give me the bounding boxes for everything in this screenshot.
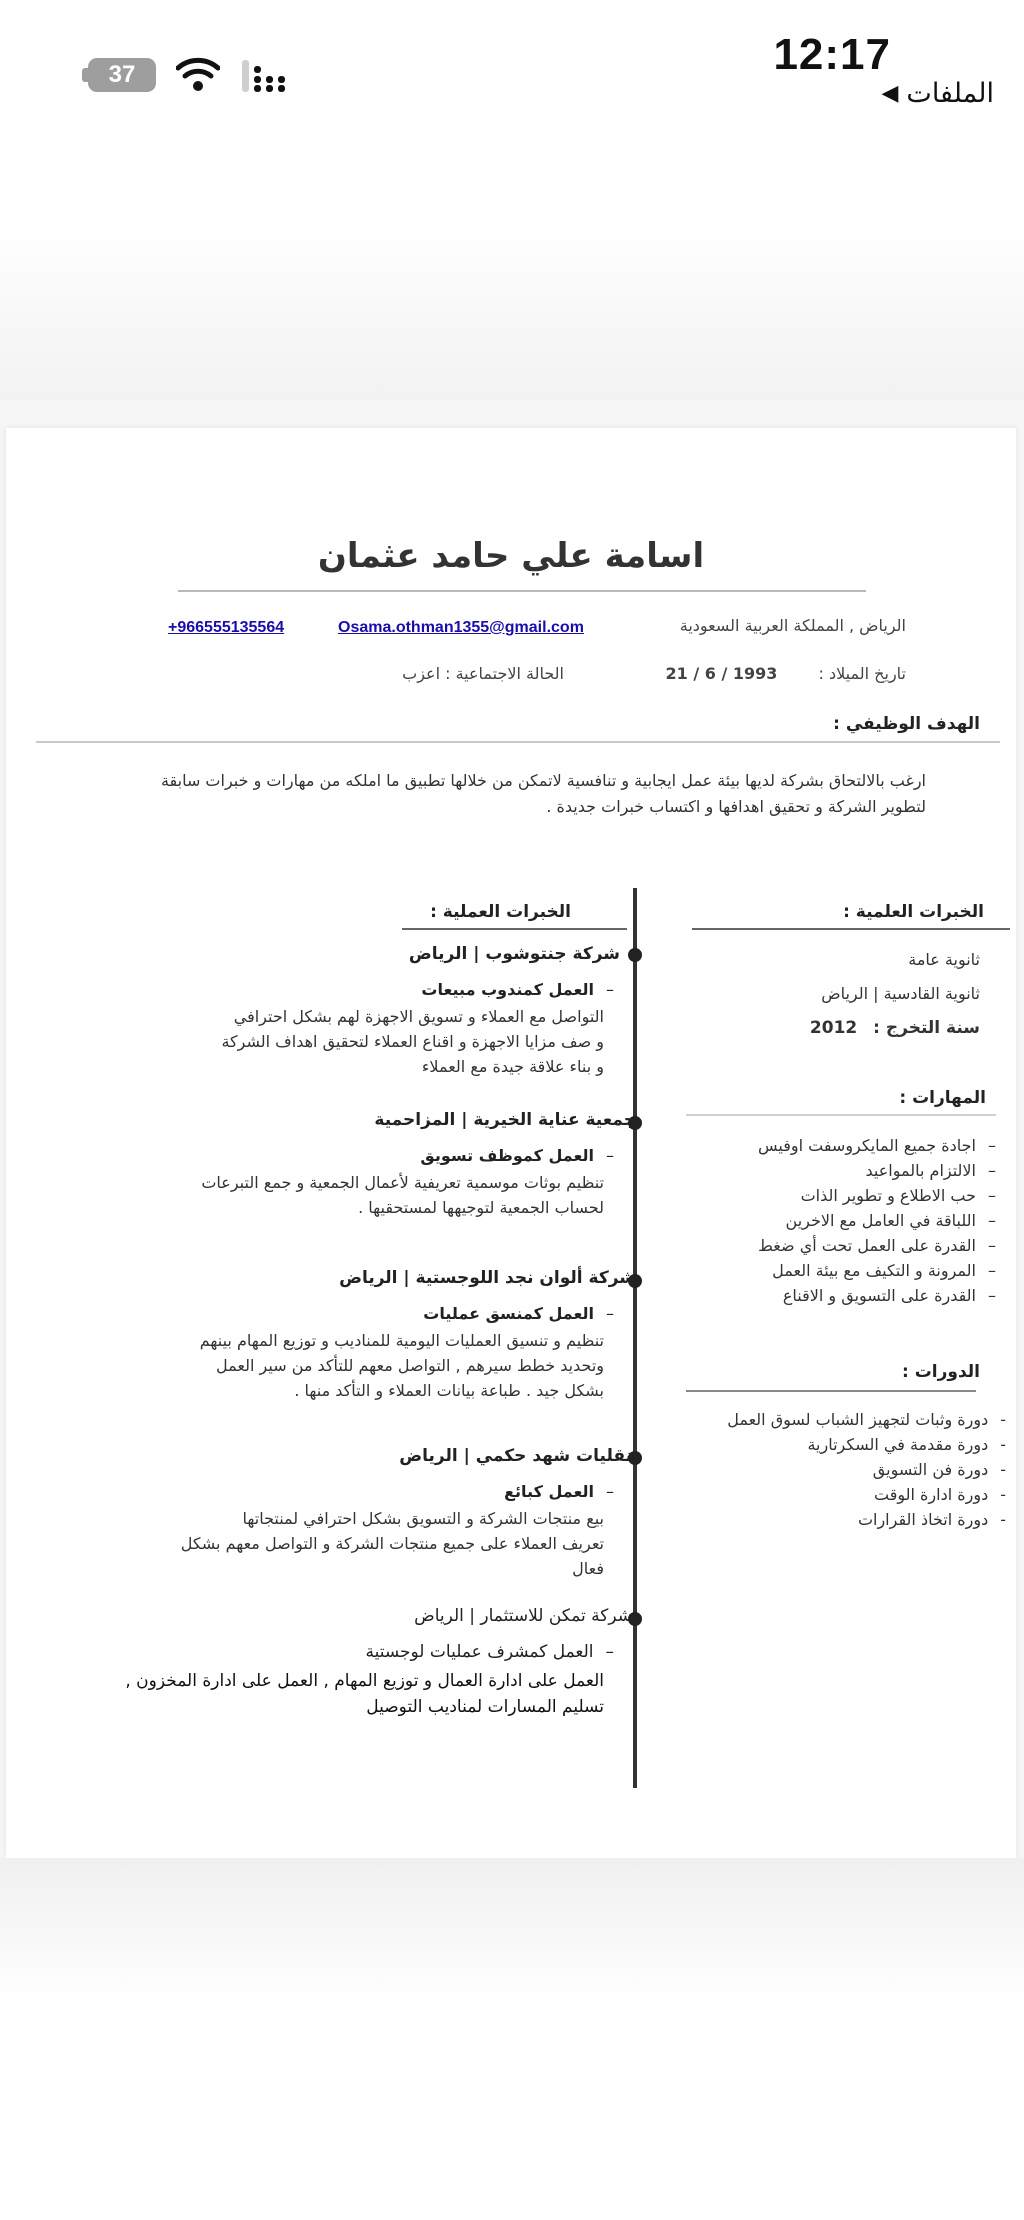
education-item: ثانوية القادسية | الرياض bbox=[821, 984, 980, 1003]
job-role: –العمل كبائع bbox=[504, 1482, 614, 1501]
job-description bbox=[125, 1668, 604, 1720]
back-label: الملفات bbox=[906, 78, 994, 109]
skill-item: –الالتزام بالمواعيد bbox=[865, 1161, 996, 1180]
job-role: –العمل كمشرف عمليات لوجستية bbox=[365, 1642, 614, 1662]
experience-timeline bbox=[633, 888, 637, 1788]
job-company: شركة ألوان نجد اللوجستية | الرياض bbox=[339, 1268, 636, 1288]
job-role-label: العمل كمشرف عمليات لوجستية bbox=[365, 1642, 594, 1662]
skill-item: –اجادة جميع المايكروسفت اوفيس bbox=[757, 1136, 996, 1155]
course-item: -دورة فن التسويق bbox=[872, 1460, 1006, 1479]
timeline-dot bbox=[628, 948, 642, 962]
objective-text: ارغب بالالتحاق بشركة لديها بيئة عمل ايجابية و تنافسية لاتمكن من خلالها تطبيق ما املكه من مهارات و خبرات سابقة لتطوير الشركة و تحقيق اهدافها و اكتساب خبرات جديدة . bbox=[160, 771, 926, 816]
skills-heading: المهارات : bbox=[899, 1088, 986, 1108]
courses-heading: الدورات : bbox=[901, 1362, 980, 1382]
phone-link[interactable]: +966555135564 bbox=[168, 619, 285, 636]
job-desc-line: بشكل جيد . طباعة بيانات العملاء و التأكد منها . bbox=[294, 1381, 604, 1400]
back-to-files-button[interactable] bbox=[881, 78, 994, 109]
back-arrow-icon: ◀ bbox=[881, 81, 899, 106]
courses-divider bbox=[686, 1390, 976, 1392]
education-item: ثانوية عامة bbox=[908, 950, 980, 969]
course-label: دورة وثبات لتجهيز الشباب لسوق العمل bbox=[727, 1410, 989, 1429]
job-company: شركة جنتوشوب | الرياض bbox=[408, 944, 620, 964]
graduation-label: سنة التخرج : bbox=[873, 1018, 980, 1038]
job-desc-line: بيع منتجات الشركة و التسويق بشكل احترافي لمنتجاتها bbox=[242, 1509, 604, 1528]
skills-divider bbox=[686, 1114, 996, 1116]
name-divider bbox=[178, 590, 866, 592]
job-role-label: العمل كمندوب مبيعات bbox=[421, 980, 594, 999]
experience-divider bbox=[402, 928, 627, 930]
birth-date-value: 21 / 6 / 1993 bbox=[665, 664, 778, 683]
cv-page bbox=[6, 428, 1016, 1858]
skill-item: –القدرة على العمل تحت أي ضغط bbox=[758, 1236, 996, 1255]
skill-item: –القدرة على التسويق و الاقناع bbox=[782, 1286, 996, 1305]
job-description bbox=[82, 1170, 604, 1220]
birth-date-label: تاريخ الميلاد : bbox=[818, 664, 906, 683]
course-label: دورة مقدمة في السكرتارية bbox=[807, 1435, 989, 1454]
location: الرياض , المملكة العربية السعودية bbox=[679, 616, 906, 635]
background-bottom bbox=[0, 1858, 1024, 2220]
skill-label: المرونة و التكيف مع بيئة العمل bbox=[772, 1261, 976, 1280]
experience-heading: الخبرات العملية : bbox=[430, 902, 571, 922]
course-label: دورة فن التسويق bbox=[872, 1460, 989, 1479]
job-role-label: العمل كبائع bbox=[504, 1482, 594, 1501]
job-desc-line: تنظيم و تنسيق العمليات اليومية للمناديب و توزيع المهام بينهم bbox=[199, 1331, 604, 1350]
skill-item: –المرونة و التكيف مع بيئة العمل bbox=[772, 1261, 996, 1280]
course-item: -دورة مقدمة في السكرتارية bbox=[807, 1435, 1006, 1454]
birth-date-row bbox=[666, 664, 906, 683]
skill-label: حب الاطلاع و تطوير الذات bbox=[800, 1186, 976, 1205]
skill-label: القدرة على التسويق و الاقناع bbox=[782, 1286, 976, 1305]
job-desc-line: و صف مزايا الاجهزة و اقناع العملاء لتحقيق اهداف الشركة bbox=[221, 1032, 604, 1051]
job-role: –العمل كمنسق عمليات bbox=[423, 1304, 614, 1323]
job-desc-line: وتحديد خطط سيرهم , التواصل معهم للتأكد من سير العمل bbox=[216, 1356, 604, 1375]
job-description bbox=[221, 1004, 604, 1079]
job-desc-line: و بناء علاقة جيدة مع العملاء bbox=[421, 1057, 604, 1076]
cellular-signal-icon bbox=[240, 58, 292, 94]
job-role-label: العمل كمنسق عمليات bbox=[423, 1304, 594, 1323]
battery-icon: 37 bbox=[88, 58, 156, 92]
job-company: نقليات شهد حكمي | الرياض bbox=[399, 1446, 632, 1466]
job-company: شركة تمكن للاستثمار | الرياض bbox=[414, 1606, 632, 1626]
education-divider bbox=[692, 928, 1010, 930]
graduation-year-row bbox=[810, 1018, 980, 1038]
job-desc-line: فعال bbox=[572, 1559, 604, 1578]
job-description bbox=[64, 1328, 604, 1403]
marital-status: الحالة الاجتماعية : اعزب bbox=[402, 664, 564, 683]
education-heading: الخبرات العلمية : bbox=[843, 902, 984, 922]
course-label: دورة ادارة الوقت bbox=[874, 1485, 989, 1504]
job-role: –العمل كموظف تسويق bbox=[420, 1146, 614, 1165]
email-link[interactable]: Osama.othman1355@gmail.com bbox=[338, 619, 584, 636]
cv-name: اسامة علي حامد عثمان bbox=[317, 536, 705, 576]
skill-label: الالتزام بالمواعيد bbox=[865, 1161, 976, 1180]
clock: 12:17 bbox=[773, 30, 891, 79]
skill-label: اجادة جميع المايكروسفت اوفيس bbox=[757, 1136, 976, 1155]
wifi-icon bbox=[176, 56, 220, 92]
course-item: -دورة وثبات لتجهيز الشباب لسوق العمل bbox=[727, 1410, 1006, 1429]
job-role-label: العمل كموظف تسويق bbox=[420, 1146, 594, 1165]
skill-item: –حب الاطلاع و تطوير الذات bbox=[800, 1186, 996, 1205]
job-description bbox=[64, 1506, 604, 1581]
skill-item: –اللباقة في العامل مع الاخرين bbox=[785, 1211, 996, 1230]
job-desc-line: تسليم المسارات لمناديب التوصيل bbox=[366, 1697, 604, 1717]
skill-label: القدرة على العمل تحت أي ضغط bbox=[758, 1236, 976, 1255]
job-desc-line: تعريف العملاء على جميع منتجات الشركة و التواصل معهم بشكل bbox=[180, 1534, 604, 1553]
skill-label: اللباقة في العامل مع الاخرين bbox=[785, 1211, 976, 1230]
job-desc-line: لحساب الجمعية لتوجيهها لمستحقيها . bbox=[358, 1198, 604, 1217]
objective-heading: الهدف الوظيفي : bbox=[833, 714, 980, 734]
course-item: -دورة ادارة الوقت bbox=[874, 1485, 1006, 1504]
course-item: -دورة اتخاذ القرارات bbox=[857, 1510, 1006, 1529]
graduation-year: 2012 bbox=[809, 1018, 858, 1038]
job-desc-line: التواصل مع العملاء و تسويق الاجهزة لهم بشكل احترافي bbox=[233, 1007, 604, 1026]
objective-divider bbox=[36, 741, 1000, 743]
job-desc-line: تنظيم بوثات موسمية تعريفية لأعمال الجمعية و جمع التبرعات bbox=[201, 1173, 604, 1192]
job-desc-line: العمل على ادارة العمال و توزيع المهام , العمل على ادارة المخزون , bbox=[125, 1671, 604, 1691]
course-label: دورة اتخاذ القرارات bbox=[857, 1510, 989, 1529]
job-role: –العمل كمندوب مبيعات bbox=[421, 980, 614, 999]
job-company: جمعية عناية الخيرية | المزاحمية bbox=[374, 1110, 636, 1130]
